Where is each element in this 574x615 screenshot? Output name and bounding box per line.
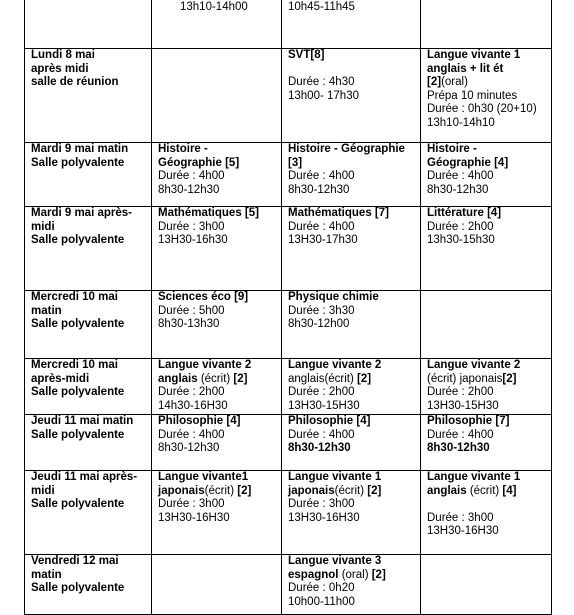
exam-subject-line <box>427 63 547 77</box>
day-cell <box>25 49 152 143</box>
day-label-line: salle de réunion <box>31 76 119 88</box>
exam-time: 13H30-15H30 <box>427 399 499 412</box>
table-row <box>25 207 552 291</box>
day-label-line: Salle polyvalente <box>31 498 125 510</box>
exam-subject-line <box>158 207 277 221</box>
exam-subject-line <box>288 143 416 157</box>
day-cell <box>25 359 152 415</box>
day-cell <box>25 291 152 359</box>
subject-text-bold: [2] <box>371 568 386 581</box>
exam-time: 8h30-12h30 <box>427 442 490 454</box>
subject-text-bold: SVT[8] <box>288 49 325 61</box>
exam-time: 10h45-11h45 <box>288 0 355 13</box>
subject-text-normal: (écrit) <box>334 484 368 497</box>
subject-text-bold: Langue vivante 2 <box>158 359 252 371</box>
exam-cell <box>282 49 421 143</box>
exam-subject-line <box>427 143 547 157</box>
exam-duration: Durée : 2h00 <box>288 386 355 398</box>
exam-cell <box>282 0 421 49</box>
exam-subject-line <box>288 569 416 583</box>
exam-time: 13H30-15H30 <box>288 399 360 412</box>
exam-time: 10h00-11h00 <box>288 595 355 608</box>
exam-cell <box>282 359 421 415</box>
subject-text-bold: Géographie [4] <box>427 156 509 169</box>
exam-cell <box>282 555 421 615</box>
subject-text-bold: Mathématiques [5] <box>158 207 259 219</box>
day-label-line: Salle polyvalente <box>31 582 125 594</box>
exam-time: 13H30-16H30 <box>427 525 499 537</box>
exam-subject-line <box>288 485 416 499</box>
subject-text-bold: [2] <box>427 76 442 88</box>
prep-note: Prépa 10 minutes <box>427 89 518 102</box>
day-label-line: Mardi 9 mai après- <box>31 207 132 219</box>
exam-time: 8h30-12h30 <box>158 442 220 454</box>
exam-cell <box>152 555 282 615</box>
exam-subject-line <box>158 291 277 305</box>
exam-subject-line <box>427 471 547 485</box>
exam-subject-line <box>288 157 416 171</box>
table-row <box>25 555 552 615</box>
exam-cell <box>421 471 552 555</box>
day-label-line: Mercredi 10 mai <box>31 291 118 303</box>
subject-text-normal: (écrit) japonais <box>427 372 503 385</box>
exam-subject-line <box>288 359 416 373</box>
spacer <box>288 63 416 77</box>
exam-subject-line <box>427 157 547 171</box>
subject-text-bold: [4] <box>502 484 517 497</box>
exam-time: 8h30-12h30 <box>427 183 489 196</box>
exam-subject-line <box>288 415 416 429</box>
day-label-line: midi <box>31 220 55 233</box>
table-row <box>25 49 552 143</box>
exam-cell <box>421 0 552 49</box>
exam-time: 13H30-16H30 <box>288 511 360 524</box>
exam-duration: Durée : 3h00 <box>288 498 355 510</box>
exam-subject-line <box>427 207 547 221</box>
subject-text-bold: Langue vivante 1 <box>427 471 521 483</box>
exam-cell <box>282 471 421 555</box>
exam-duration: Durée : 3h00 <box>427 511 494 524</box>
exam-subject-line <box>158 415 277 429</box>
exam-cell <box>421 555 552 615</box>
spacer <box>427 498 547 512</box>
day-label-line: midi <box>31 484 55 497</box>
exam-cell <box>152 49 282 143</box>
subject-text-bold: [2] <box>367 484 382 497</box>
subject-text-bold: [2] <box>237 484 252 497</box>
exam-duration: Durée : 4h00 <box>288 428 355 441</box>
subject-text-bold: Langue vivante 1 <box>427 49 521 61</box>
day-cell <box>25 471 152 555</box>
exam-subject-line <box>288 291 416 305</box>
exam-schedule-body <box>25 0 552 615</box>
subject-text-bold: Sciences éco [9] <box>158 291 249 303</box>
subject-text-bold: [2] <box>357 372 372 385</box>
day-cell <box>25 415 152 471</box>
day-label-line: Salle polyvalente <box>31 318 125 330</box>
exam-cell <box>421 49 552 143</box>
subject-text-bold: Langue vivante 3 <box>288 555 382 567</box>
exam-subject-line <box>427 415 547 429</box>
exam-time: 8h30-12h30 <box>158 183 220 196</box>
exam-subject-line <box>158 359 277 373</box>
exam-subject-line <box>427 76 547 90</box>
exam-subject-line <box>158 471 277 485</box>
exam-duration: Durée : 4h00 <box>288 220 355 233</box>
day-label-line: Salle polyvalente <box>31 428 125 441</box>
day-label-line: Jeudi 11 mai après- <box>31 471 138 483</box>
exam-cell <box>421 143 552 207</box>
subject-text-normal: (écrit) <box>469 484 503 497</box>
subject-text-bold: [2] <box>502 372 517 385</box>
day-label-line: après-midi <box>31 372 90 385</box>
table-row <box>25 359 552 415</box>
subject-text-bold: Littérature [4] <box>427 207 502 219</box>
exam-duration: Durée : 2h00 <box>427 386 494 398</box>
exam-subject-line <box>427 49 547 63</box>
subject-text-bold: Histoire - <box>427 143 477 155</box>
exam-time: 13H30-16h30 <box>158 234 228 246</box>
day-label-line: Salle polyvalente <box>31 234 125 246</box>
exam-cell <box>421 415 552 471</box>
day-label-line: matin <box>31 304 62 317</box>
subject-text-bold: Physique chimie <box>288 291 379 303</box>
exam-cell <box>152 291 282 359</box>
exam-subject-line <box>427 373 547 387</box>
exam-time: 13h10-14h00 <box>180 0 248 13</box>
exam-duration: Durée : 2h00 <box>427 220 494 233</box>
exam-cell <box>152 0 282 49</box>
exam-subject-line <box>288 49 416 63</box>
subject-text-normal: (écrit) <box>200 372 234 385</box>
exam-subject-line <box>427 359 547 373</box>
exam-time: 13H30-16H30 <box>158 511 230 524</box>
day-label-line: Jeudi 11 mai matin <box>31 415 134 427</box>
day-label-line: matin <box>31 568 62 581</box>
exam-subject-line <box>427 485 547 499</box>
exam-cell <box>152 143 282 207</box>
exam-schedule-table <box>24 0 552 615</box>
subject-text-bold: Langue vivante 2 <box>288 359 382 371</box>
subject-text-bold: Géographie [5] <box>158 156 240 169</box>
exam-subject-line <box>288 207 416 221</box>
day-label-line: Mercredi 10 mai <box>31 359 118 371</box>
subject-text-bold: [2] <box>233 372 248 385</box>
exam-time: 8h30-13h30 <box>158 318 220 330</box>
subject-text-bold: Philosophie [4] <box>158 415 241 427</box>
exam-duration: Durée : 4h00 <box>158 170 225 182</box>
exam-time: 8h30-12h00 <box>288 318 350 330</box>
day-cell <box>25 143 152 207</box>
exam-time: 13h00- 17h30 <box>288 89 359 102</box>
subject-text-bold: Mathématiques [7] <box>288 207 389 219</box>
exam-duration: Durée : 4h00 <box>158 428 225 441</box>
exam-time: 8h30-12h30 <box>288 183 350 196</box>
subject-text-normal: anglais(écrit) <box>288 372 358 385</box>
exam-cell <box>152 359 282 415</box>
exam-subject-line <box>158 373 277 387</box>
day-cell <box>25 555 152 615</box>
exam-duration: Durée : 0h30 (20+10) <box>427 103 537 115</box>
day-label-line: Salle polyvalente <box>31 386 125 398</box>
exam-subject-line <box>158 485 277 499</box>
exam-duration: Durée : 3h00 <box>158 498 225 510</box>
exam-time: 13h10-14h10 <box>427 116 495 129</box>
day-cell <box>25 0 152 49</box>
subject-text-bold: japonais <box>288 484 335 497</box>
subject-text-bold: Langue vivante 1 <box>288 471 382 483</box>
table-row <box>25 143 552 207</box>
day-label-line: Mardi 9 mai matin <box>31 143 129 155</box>
exam-cell <box>282 143 421 207</box>
subject-text-bold: Philosophie [4] <box>288 415 371 427</box>
exam-time: 14h30-16H30 <box>158 399 228 412</box>
exam-duration: Durée : 5h00 <box>158 304 225 317</box>
subject-text-bold: Langue vivante1 <box>158 471 249 483</box>
exam-subject-line <box>158 157 277 171</box>
exam-time: 8h30-12h30 <box>288 442 351 454</box>
day-label-line: Vendredi 12 mai <box>31 555 119 567</box>
day-label-line: après midi <box>31 62 89 75</box>
exam-cell <box>421 207 552 291</box>
table-row <box>25 0 552 49</box>
subject-text-bold: Histoire - <box>158 143 208 155</box>
exam-cell <box>282 207 421 291</box>
subject-text-normal: (oral) <box>341 568 372 581</box>
exam-time: 13H30-17h30 <box>288 234 358 246</box>
exam-subject-line <box>288 471 416 485</box>
exam-duration: Durée : 3h30 <box>288 304 355 317</box>
subject-text-bold: Histoire - Géographie <box>288 143 405 155</box>
exam-duration: Durée : 4h00 <box>427 428 494 441</box>
table-row <box>25 291 552 359</box>
exam-cell <box>152 415 282 471</box>
subject-text-bold: anglais <box>158 372 201 385</box>
exam-duration: Durée : 4h30 <box>288 76 355 88</box>
exam-duration: Durée : 0h20 <box>288 582 355 594</box>
day-cell <box>25 207 152 291</box>
table-row <box>25 471 552 555</box>
day-label-line: Lundi 8 mai <box>31 49 95 61</box>
exam-cell <box>421 359 552 415</box>
subject-text-bold: anglais <box>427 484 470 497</box>
exam-duration: Durée : 3h00 <box>158 220 225 233</box>
subject-text-bold: Philosophie [7] <box>427 415 510 427</box>
day-label-line: Salle polyvalente <box>31 156 125 169</box>
subject-text-bold: espagnol <box>288 568 342 581</box>
exam-cell <box>282 415 421 471</box>
exam-cell <box>152 207 282 291</box>
exam-subject-line <box>158 143 277 157</box>
exam-duration: Durée : 2h00 <box>158 386 225 398</box>
subject-text-bold: japonais <box>158 484 205 497</box>
subject-text-bold: Langue vivante 2 <box>427 359 521 371</box>
subject-text-bold: anglais + lit ét <box>427 62 504 75</box>
subject-text-bold: [3] <box>288 156 303 169</box>
exam-subject-line <box>288 373 416 387</box>
exam-cell <box>421 291 552 359</box>
exam-duration: Durée : 4h00 <box>288 170 355 182</box>
exam-duration: Durée : 4h00 <box>427 170 494 182</box>
exam-subject-line <box>288 555 416 569</box>
subject-text-normal: (écrit) <box>204 484 238 497</box>
exam-time: 13h30-15h30 <box>427 234 495 246</box>
subject-text-normal: (oral) <box>441 76 468 88</box>
table-row <box>25 415 552 471</box>
exam-cell <box>152 471 282 555</box>
exam-cell <box>282 291 421 359</box>
